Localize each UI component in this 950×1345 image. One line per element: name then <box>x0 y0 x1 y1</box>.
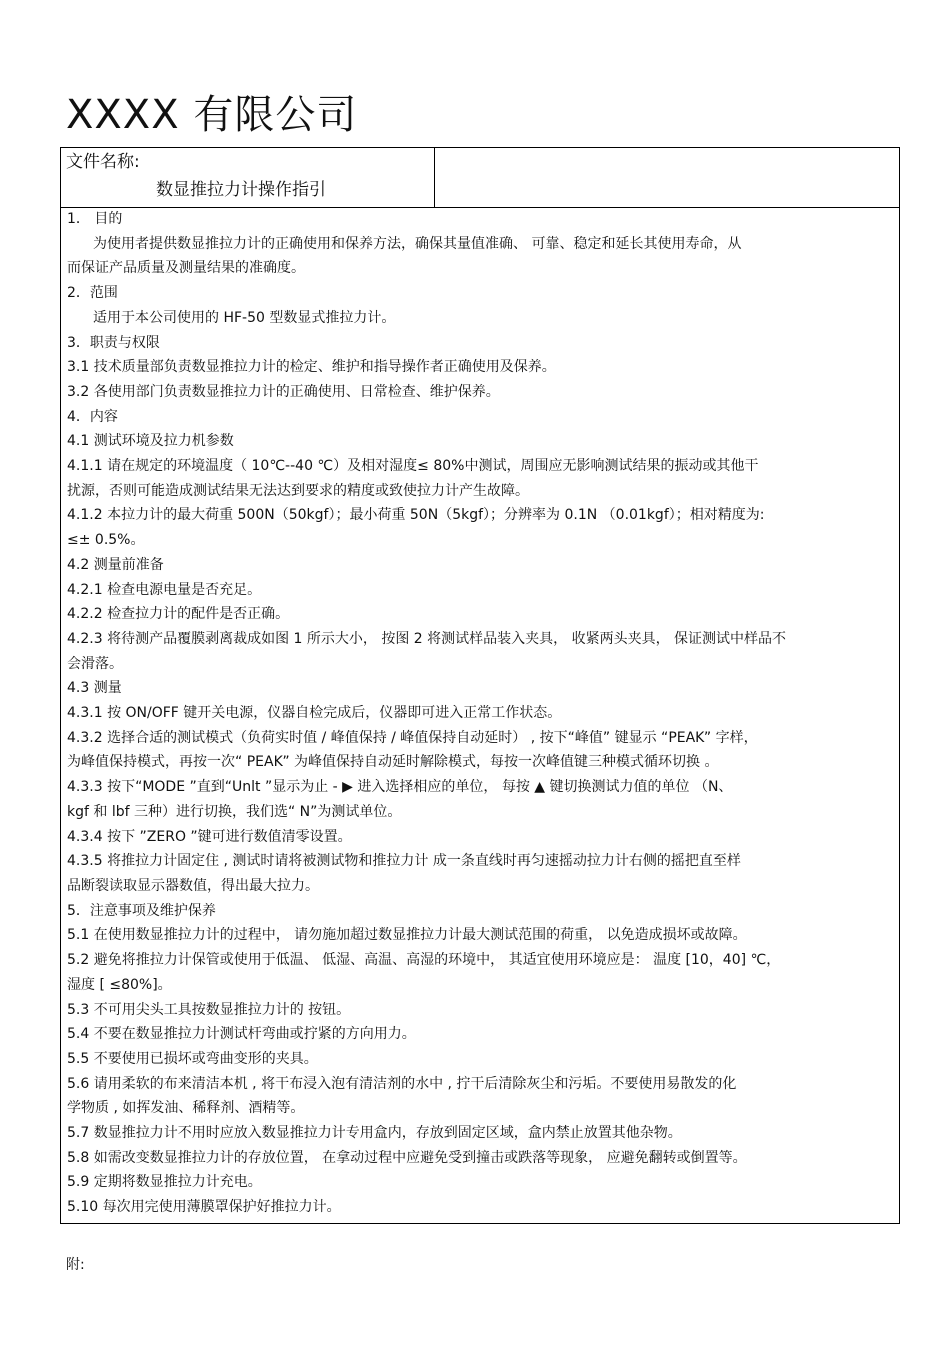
text-line: 4.3.5 将推拉力计固定住 , 测试时请将被测试物和推拉力计 成一条直线时再匀速摇动拉力计右侧的摇把直至样 <box>67 853 741 870</box>
file-name-value: 数显推拉力计操作指引 <box>156 180 326 200</box>
text-line: 4.3.3 按下“MODE ”直到“Unlt ”显示为止 - ▶ 进入选择相应的单位， 每按 ▲ 键切换测试力值的单位 （N、 <box>67 779 733 796</box>
text-line: 1． 目的 <box>67 211 123 227</box>
text-line: 3．职责与权限 <box>67 334 160 351</box>
text-line: 湿度 [ ≤80%]。 <box>67 976 172 993</box>
text-line: 5.8 如需改变数显推拉力计的存放位置， 在拿动过程中应避免受到撞击或跌落等现象， 应避免翻转或倒置等。 <box>67 1149 747 1166</box>
text-line: 4.1 测试环境及拉力机参数 <box>67 433 234 450</box>
text-line: 4.3 测量 <box>67 680 122 697</box>
text-line: ≤± 0.5%。 <box>67 532 145 549</box>
text-line: 扰源，否则可能造成测试结果无法达到要求的精度或致使拉力计产生故障。 <box>67 482 529 499</box>
text-line: 为使用者提供数显推拉力计的正确使用和保养方法，确保其量值准确、 可靠、稳定和延长其使用寿命，从 <box>93 235 742 252</box>
text-line: 2．范围 <box>67 285 118 302</box>
company-title: XXXX 有限公司 <box>66 92 358 138</box>
text-line: 4.3.1 按 ON/OFF 键开关电源，仪器自检完成后，仪器即可进入正常工作状态。 <box>67 705 562 722</box>
text-line: 4.2.2 检查拉力计的配件是否正确。 <box>67 606 290 623</box>
text-line: 4.2 测量前准备 <box>67 556 164 573</box>
file-name-cell <box>61 148 435 207</box>
text-line: 为峰值保持模式，再按一次“ PEAK” 为峰值保持自动延时解除模式，每按一次峰值键三种模式循环切换 。 <box>67 754 719 771</box>
text-line: 4．内容 <box>67 408 118 425</box>
text-line: 4.1.2 本拉力计的最大荷重 500N（50kgf）；最小荷重 50N（5kgf）；分辨率为 0.1N （0.01kgf）；相对精度为: <box>67 507 765 524</box>
text-line: 5.6 请用柔软的布来清洁本机 , 将干布浸入泡有清洁剂的水中 , 拧干后清除灰尘和污垢。不要使用易散发的化 <box>67 1075 737 1092</box>
text-line: 5.10 每次用完使用薄膜罩保护好推拉力计。 <box>67 1199 341 1216</box>
text-line: 4.2.1 检查电源电量是否充足。 <box>67 581 262 598</box>
text-line: 5.1 在使用数显推拉力计的过程中， 请勿施加超过数显推拉力计最大测试范围的荷重， 以免造成损坏或故障。 <box>67 927 747 944</box>
text-line: 5．注意事项及维护保养 <box>67 902 216 919</box>
header-row <box>61 148 899 208</box>
text-line: 4.2.3 将待测产品覆膜剥离裁成如图 1 所示大小， 按图 2 将测试样品装入夹具， 收紧两头夹具， 保证测试中样品不 <box>67 630 787 647</box>
document-body <box>67 207 893 1220</box>
text-line: 5.2 避免将推拉力计保管或使用于低温、 低湿、高温、高湿的环境中， 其适宜使用环境应是： 温度 [10，40] ℃， <box>67 952 781 969</box>
text-line: 5.4 不要在数显推拉力计测试杆弯曲或拧紧的方向用力。 <box>67 1026 416 1043</box>
document-table <box>60 147 900 1224</box>
attachment-label: 附: <box>66 1257 85 1273</box>
text-line: 4.3.2 选择合适的测试模式（负荷实时值 / 峰值保持 / 峰值保持自动延时） , 按下“峰值” 键显示 “PEAK” 字样， <box>67 729 758 746</box>
text-line: 会滑落。 <box>67 655 123 672</box>
text-line: 5.3 不可用尖头工具按数显推拉力计的 按钮。 <box>67 1001 351 1018</box>
text-line: 5.9 定期将数显推拉力计充电。 <box>67 1174 262 1191</box>
text-line: 5.7 数显推拉力计不用时应放入数显推拉力计专用盒内，存放到固定区域，盒内禁止放置其他杂物。 <box>67 1125 682 1142</box>
text-line: 4.3.4 按下 ”ZERO ”键可进行数值清零设置。 <box>67 828 352 845</box>
text-line: 3.2 各使用部门负责数显推拉力计的正确使用、日常检查、维护保养。 <box>67 383 500 400</box>
text-line: 5.5 不要使用已损坏或弯曲变形的夹具。 <box>67 1050 318 1067</box>
text-line: 4.1.1 请在规定的环境温度（ 10℃--40 ℃）及相对湿度≤ 80%中测试，周围应无影响测试结果的振动或其他干 <box>67 458 759 475</box>
file-name-label: 文件名称: <box>66 152 140 172</box>
text-line: 而保证产品质量及测量结果的准确度。 <box>67 260 305 277</box>
text-line: 3.1 技术质量部负责数显推拉力计的检定、维护和指导操作者正确使用及保养。 <box>67 359 556 376</box>
text-line: kgf 和 lbf 三种）进行切换，我们选“ N”为测试单位。 <box>67 803 402 820</box>
text-line: 品断裂读取显示器数值，得出最大拉力。 <box>67 877 319 894</box>
text-line: 学物质 , 如挥发油、稀释剂、酒精等。 <box>67 1100 305 1117</box>
text-line: 适用于本公司使用的 HF-50 型数显式推拉力计。 <box>93 309 396 326</box>
